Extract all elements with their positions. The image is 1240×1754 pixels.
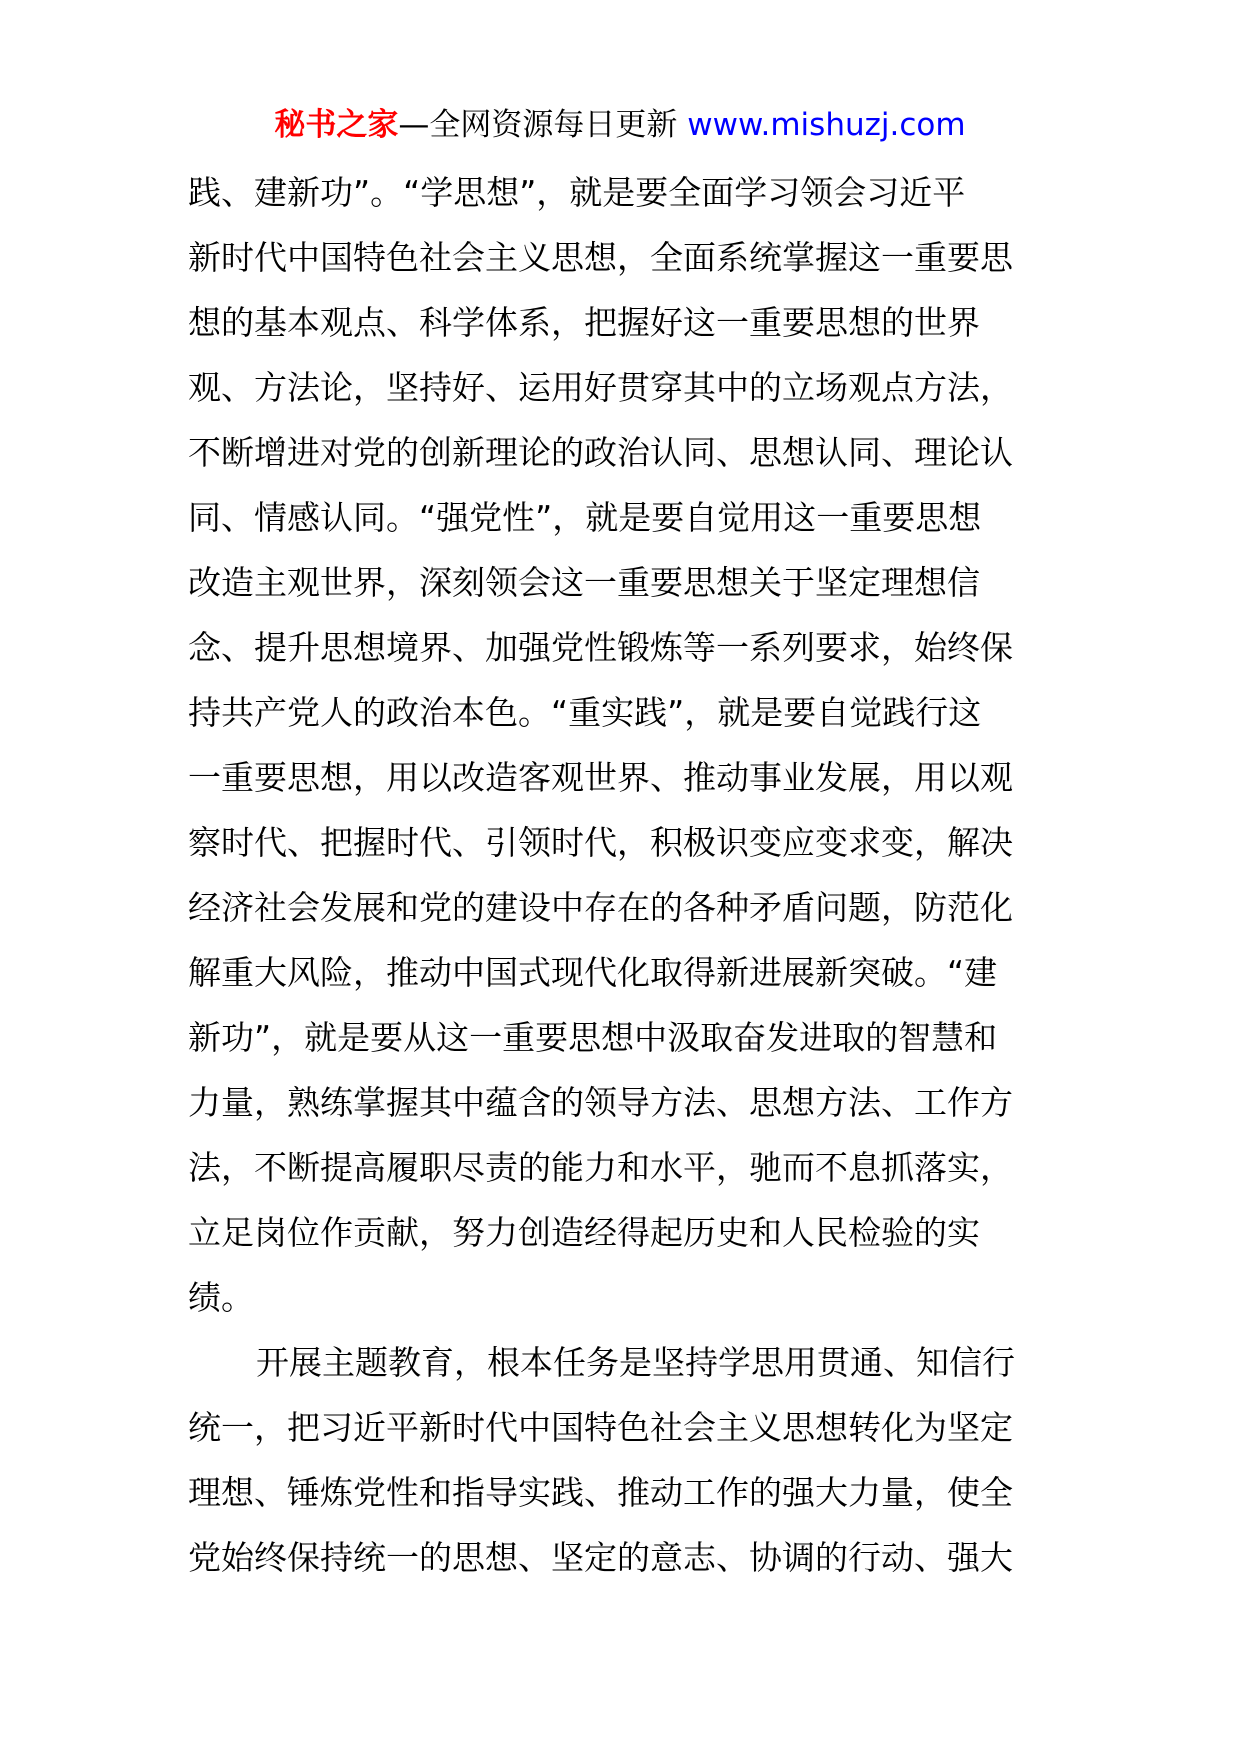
header-slogan: —全网资源每日更新 bbox=[398, 107, 678, 143]
text-line: 持共产党人的政治本色。“重实践”，就是要自觉践行这 bbox=[188, 693, 982, 732]
text-line: 理想、锤炼党性和指导实践、推动工作的强大力量，使全 bbox=[188, 1473, 1013, 1512]
text-line: 念、提升思想境界、加强党性锻炼等一系列要求，始终保 bbox=[188, 628, 1013, 667]
text-line: 察时代、把握时代、引领时代，积极识变应变求变，解决 bbox=[188, 823, 1013, 862]
text-line: 解重大风险，推动中国式现代化取得新进展新突破。“建 bbox=[188, 953, 998, 992]
text-line: 新时代中国特色社会主义思想，全面系统掌握这一重要思 bbox=[188, 238, 1013, 277]
text-line: 一重要思想，用以改造客观世界、推动事业发展，用以观 bbox=[188, 758, 1013, 797]
document-body bbox=[188, 160, 1058, 1590]
text-line: 党始终保持统一的思想、坚定的意志、协调的行动、强大 bbox=[188, 1538, 1013, 1577]
brand-name: 秘书之家 bbox=[274, 107, 399, 143]
header-url-link[interactable]: www.mishuzj.com bbox=[687, 107, 966, 143]
page-header bbox=[0, 100, 1240, 150]
text-line: 新功”，就是要从这一重要思想中汲取奋发进取的智慧和 bbox=[188, 1018, 998, 1057]
text-line: 力量，熟练掌握其中蕴含的领导方法、思想方法、工作方 bbox=[188, 1083, 1013, 1122]
text-line: 法，不断提高履职尽责的能力和水平，驰而不息抓落实， bbox=[188, 1148, 1013, 1187]
text-line: 绩。 bbox=[188, 1278, 254, 1317]
text-line: 经济社会发展和党的建设中存在的各种矛盾问题，防范化 bbox=[188, 888, 1013, 927]
text-line: 想的基本观点、科学体系，把握好这一重要思想的世界 bbox=[188, 303, 980, 342]
text-line: 践、建新功”。“学思想”，就是要全面学习领会习近平 bbox=[188, 173, 966, 212]
text-line: 统一，把习近平新时代中国特色社会主义思想转化为坚定 bbox=[188, 1408, 1013, 1447]
paragraph-start-line: 开展主题教育，根本任务是坚持学思用贯通、知信行 bbox=[256, 1343, 1015, 1382]
text-line: 改造主观世界，深刻领会这一重要思想关于坚定理想信 bbox=[188, 563, 980, 602]
text-line: 不断增进对党的创新理论的政治认同、思想认同、理论认 bbox=[188, 433, 1013, 472]
text-line: 同、情感认同。“强党性”，就是要自觉用这一重要思想 bbox=[188, 498, 982, 537]
text-line: 立足岗位作贡献，努力创造经得起历史和人民检验的实 bbox=[188, 1213, 980, 1252]
text-line: 观、方法论，坚持好、运用好贯穿其中的立场观点方法， bbox=[188, 368, 1013, 407]
